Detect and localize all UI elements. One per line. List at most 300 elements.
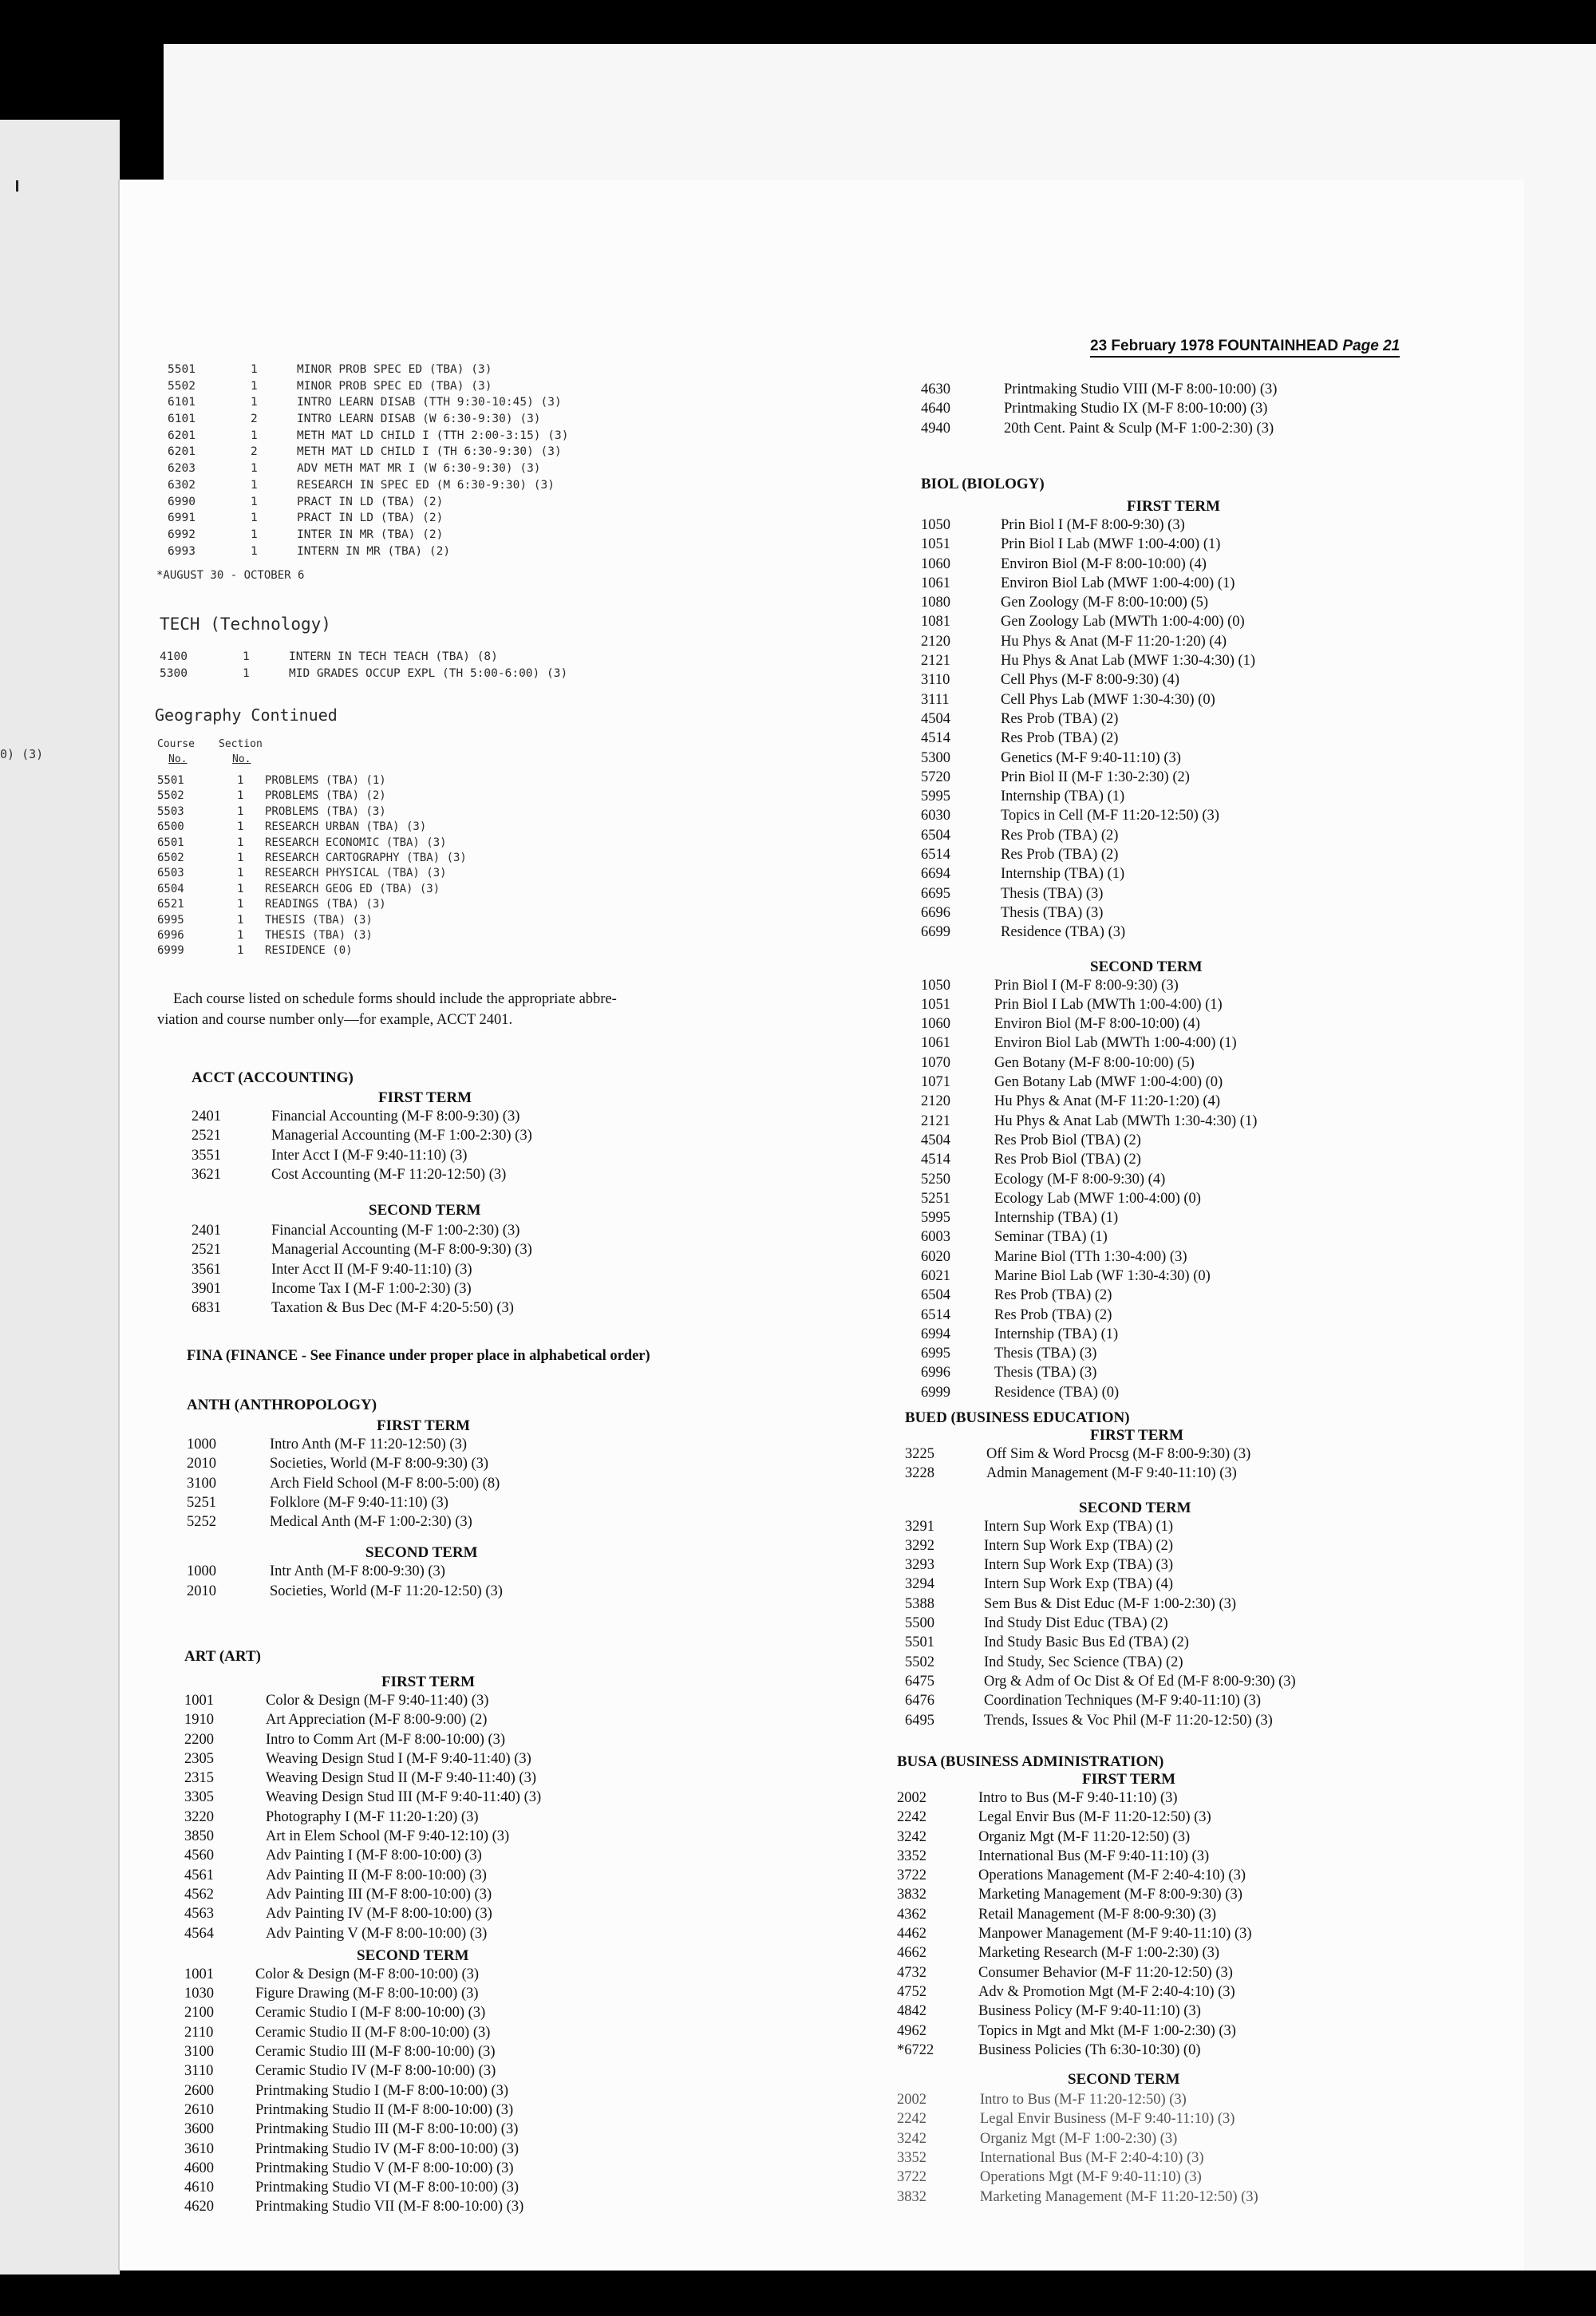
bued-title: BUED (BUSINESS EDUCATION) <box>905 1409 1130 1426</box>
course-row <box>192 1260 750 1279</box>
course-title: Income Tax I (M-F 1:00-2:30) (3) <box>271 1281 472 1298</box>
biol-first-term-label: FIRST TERM <box>1127 498 1221 515</box>
notice-line-1: Each course listed on schedule forms should include the appropriate abbre- <box>173 991 617 1007</box>
course-row <box>921 1189 1479 1208</box>
course-title: INTERN IN MR (TBA) (2) <box>297 544 451 558</box>
course-number: 6999 <box>157 944 184 958</box>
course-number: 5995 <box>921 788 950 805</box>
course-number: 4560 <box>184 1848 214 1864</box>
course-number: 6514 <box>921 1306 950 1323</box>
course-title: READINGS (TBA) (3) <box>265 898 386 911</box>
course-title: Res Prob (TBA) (2) <box>1001 847 1119 864</box>
course-row <box>168 510 726 527</box>
section-number: 1 <box>243 650 250 663</box>
busa-first-term-label: FIRST TERM <box>1082 1771 1176 1788</box>
course-title: Residence (TBA) (0) <box>994 1384 1120 1401</box>
course-row <box>897 1866 1503 1885</box>
course-row <box>921 1131 1479 1150</box>
course-row <box>921 787 1479 806</box>
course-number: 3293 <box>905 1557 934 1574</box>
course-row <box>184 1846 743 1865</box>
course-row <box>192 1146 750 1165</box>
course-number: 6502 <box>157 851 184 864</box>
course-title: Art in Elem School (M-F 9:40-12:10) (3) <box>266 1828 510 1845</box>
course-number: 2521 <box>192 1242 221 1259</box>
course-number: 6996 <box>921 1365 950 1381</box>
course-title: Cost Accounting (M-F 11:20-12:50) (3) <box>271 1166 507 1183</box>
course-number: 4462 <box>897 1926 926 1943</box>
course-title: Marine Biol (TTh 1:30-4:00) (3) <box>994 1248 1187 1265</box>
course-number: 5300 <box>160 666 188 680</box>
course-title: Intro to Bus (M-F 9:40-11:10) (3) <box>978 1790 1178 1806</box>
course-row <box>160 666 718 682</box>
tech-section-title: TECH (Technology) <box>160 615 331 634</box>
course-title: Managerial Accounting (M-F 8:00-9:30) (3) <box>271 1242 532 1259</box>
course-number: 6999 <box>921 1384 950 1401</box>
section-number: 1 <box>237 898 244 911</box>
busa-second-term-label: SECOND TERM <box>1068 2071 1180 2089</box>
course-title: Inter Acct II (M-F 9:40-11:10) (3) <box>271 1261 472 1278</box>
course-row <box>921 593 1479 612</box>
course-title: Marine Biol Lab (WF 1:30-4:30) (0) <box>994 1267 1211 1284</box>
course-row <box>921 1053 1479 1073</box>
course-title: Photography I (M-F 11:20-1:20) (3) <box>266 1808 479 1825</box>
course-title: MID GRADES OCCUP EXPL (TH 5:00-6:00) (3) <box>289 666 568 680</box>
course-title: Managerial Accounting (M-F 1:00-2:30) (3) <box>271 1128 532 1144</box>
course-row <box>921 1034 1479 1053</box>
course-row <box>921 419 1479 438</box>
course-title: Cell Phys (M-F 8:00-9:30) (4) <box>1001 672 1180 689</box>
busa-title: BUSA (BUSINESS ADMINISTRATION) <box>897 1753 1164 1770</box>
course-row <box>168 460 726 477</box>
course-number: 2401 <box>192 1223 221 1239</box>
course-title: Arch Field School (M-F 8:00-5:00) (8) <box>270 1475 500 1492</box>
course-title: Environ Biol Lab (MWTh 1:00-4:00) (1) <box>994 1035 1237 1052</box>
course-number: 5251 <box>921 1190 950 1207</box>
course-title: MINOR PROB SPEC ED (TBA) (3) <box>297 363 492 376</box>
course-number: 4600 <box>184 2160 214 2176</box>
acct-second-list <box>192 1221 750 1318</box>
course-title: INTRO LEARN DISAB (TTH 9:30-10:45) (3) <box>297 396 562 409</box>
course-number: 3242 <box>897 1828 926 1845</box>
course-number: 3832 <box>897 1887 926 1903</box>
course-row <box>157 820 716 835</box>
acct-first-term-label: FIRST TERM <box>378 1089 472 1106</box>
course-number: 6991 <box>168 512 196 525</box>
left-page-mark <box>16 180 18 192</box>
course-number: 5501 <box>168 363 196 376</box>
course-row <box>184 1769 743 1788</box>
geography-title: Geography Continued <box>155 705 338 725</box>
course-title: INTERN IN TECH TEACH (TBA) (8) <box>289 650 498 663</box>
course-title: Ceramic Studio IV (M-F 8:00-10:00) (3) <box>255 2063 496 2080</box>
course-row <box>168 444 726 460</box>
course-number: 6696 <box>921 904 950 921</box>
course-title: Retail Management (M-F 8:00-9:30) (3) <box>978 1906 1216 1923</box>
course-row <box>157 913 716 928</box>
course-number: 1051 <box>921 996 950 1013</box>
course-title: Art Appreciation (M-F 8:00-9:00) (2) <box>266 1712 488 1729</box>
course-row <box>187 1512 745 1531</box>
course-title: Gen Botany (M-F 8:00-10:00) (5) <box>994 1054 1195 1071</box>
course-row <box>897 2022 1503 2041</box>
course-number: 3110 <box>184 2063 214 2080</box>
course-number: 2100 <box>184 2005 214 2022</box>
course-title: Color & Design (M-F 9:40-11:40) (3) <box>266 1693 489 1709</box>
course-row <box>905 1711 1511 1730</box>
course-title: Genetics (M-F 9:40-11:10) (3) <box>1001 749 1181 766</box>
course-title: Internship (TBA) (1) <box>994 1210 1119 1227</box>
course-title: Operations Mgt (M-F 9:40-11:10) (3) <box>980 2169 1202 2186</box>
bued-second-term-label: SECOND TERM <box>1079 1499 1191 1516</box>
course-number: 1030 <box>184 1986 214 2002</box>
section-number: 1 <box>251 528 258 541</box>
course-row <box>184 2042 743 2061</box>
course-title: Internship (TBA) (1) <box>1001 866 1125 883</box>
course-title: Ind Study Dist Educ (TBA) (2) <box>984 1615 1168 1632</box>
course-title: Printmaking Studio VII (M-F 8:00-10:00) (3) <box>255 2199 524 2215</box>
course-row <box>184 2101 743 2120</box>
course-title: Adv Painting IV (M-F 8:00-10:00) (3) <box>266 1906 492 1923</box>
course-number: 4842 <box>897 2003 926 2020</box>
course-title: Adv Painting III (M-F 8:00-10:00) (3) <box>266 1886 492 1903</box>
art-section <box>184 1648 743 2217</box>
course-number: 6030 <box>921 808 950 824</box>
course-row <box>921 1247 1479 1267</box>
bued-first-list <box>905 1445 1511 1484</box>
course-row <box>921 1208 1479 1227</box>
course-number: 1070 <box>921 1054 950 1071</box>
course-title: Res Prob Biol (TBA) (2) <box>994 1132 1141 1148</box>
section-number: 1 <box>237 882 244 895</box>
course-number: 1050 <box>921 517 950 533</box>
course-number: 6504 <box>921 827 950 844</box>
course-title: Topics in Cell (M-F 11:20-12:50) (3) <box>1001 808 1219 824</box>
anth-section <box>187 1397 745 1601</box>
course-title: Printmaking Studio VIII (M-F 8:00-10:00) (3) <box>1004 381 1278 397</box>
course-row <box>184 1866 743 1885</box>
course-row <box>921 976 1479 995</box>
course-row <box>921 1170 1479 1189</box>
course-title: Printmaking Studio IX (M-F 8:00-10:00) (3) <box>1004 401 1268 417</box>
course-title: Seminar (TBA) (1) <box>994 1229 1108 1246</box>
course-number: 6201 <box>168 445 196 459</box>
course-row <box>184 1808 743 1827</box>
geo-col-course: Course <box>157 738 195 750</box>
course-number: 2305 <box>184 1750 214 1767</box>
course-number: 5501 <box>905 1634 934 1651</box>
course-number: 6020 <box>921 1248 950 1265</box>
course-number: 2610 <box>184 2101 214 2118</box>
course-number: 6504 <box>157 882 184 895</box>
course-number: 1080 <box>921 595 950 611</box>
course-number: 3110 <box>921 672 950 689</box>
course-number: 3551 <box>192 1147 221 1164</box>
course-title: Marketing Management (M-F 8:00-9:30) (3) <box>978 1887 1242 1903</box>
course-row <box>157 773 716 788</box>
course-number: 4561 <box>184 1867 214 1883</box>
course-number: 4962 <box>897 2022 926 2039</box>
course-title: Off Sim & Word Procsg (M-F 8:00-9:30) (3) <box>986 1446 1251 1462</box>
section-number: 1 <box>251 544 258 558</box>
course-number: 2110 <box>184 2024 214 2041</box>
section-number: 1 <box>237 944 244 958</box>
course-title: Printmaking Studio III (M-F 8:00-10:00) (3) <box>255 2121 519 2138</box>
course-row <box>184 2003 743 2022</box>
header-paper: FOUNTAINHEAD <box>1218 338 1339 354</box>
course-row <box>187 1582 745 1601</box>
course-number: 1081 <box>921 614 950 630</box>
course-number: 2242 <box>897 1809 926 1826</box>
course-number: 3305 <box>184 1789 214 1806</box>
course-row <box>897 1943 1503 1962</box>
course-title: Marketing Research (M-F 1:00-2:30) (3) <box>978 1945 1220 1962</box>
course-title: RESEARCH IN SPEC ED (M 6:30-9:30) (3) <box>297 478 555 492</box>
course-title: Res Prob (TBA) (2) <box>1001 827 1119 844</box>
course-number: 6514 <box>921 847 950 864</box>
course-title: Hu Phys & Anat (M-F 11:20-1:20) (4) <box>994 1093 1220 1110</box>
anth-title: ANTH (ANTHROPOLOGY) <box>187 1397 377 1413</box>
course-number: 5503 <box>157 804 184 818</box>
course-row <box>921 903 1479 923</box>
course-number: 4610 <box>184 2180 214 2196</box>
course-row <box>921 1267 1479 1286</box>
course-title: Prin Biol II (M-F 1:30-2:30) (2) <box>1001 769 1190 785</box>
course-row <box>897 1808 1503 1827</box>
course-number: 5501 <box>157 774 184 787</box>
course-row <box>897 2090 1503 2109</box>
page-header <box>1090 338 1400 358</box>
course-number: 6003 <box>921 1229 950 1246</box>
course-number: 4563 <box>184 1906 214 1923</box>
course-number: 2120 <box>921 633 950 650</box>
course-row <box>168 543 726 560</box>
course-number: 4100 <box>160 650 188 663</box>
course-title: PRACT IN LD (TBA) (2) <box>297 512 444 525</box>
course-number: 6996 <box>157 928 184 942</box>
course-row <box>897 1828 1503 1847</box>
course-title: Prin Biol I Lab (MWTh 1:00-4:00) (1) <box>994 996 1223 1013</box>
course-row <box>168 411 726 428</box>
course-row <box>921 1014 1479 1034</box>
course-title: Financial Accounting (M-F 8:00-9:30) (3) <box>271 1109 520 1124</box>
course-number: 1060 <box>921 1016 950 1033</box>
course-row <box>921 1383 1479 1402</box>
course-number: 1061 <box>921 1035 950 1052</box>
course-number: 6201 <box>168 429 196 442</box>
course-row <box>184 2061 743 2081</box>
course-number: 1051 <box>921 536 950 553</box>
course-title: Sem Bus & Dist Educ (M-F 1:00-2:30) (3) <box>984 1595 1237 1612</box>
course-title: Ceramic Studio III (M-F 8:00-10:00) (3) <box>255 2044 496 2061</box>
course-title: Adv Painting I (M-F 8:00-10:00) (3) <box>266 1848 482 1864</box>
course-title: Organiz Mgt (M-F 11:20-12:50) (3) <box>978 1828 1191 1845</box>
schedule-notice <box>157 989 617 1030</box>
course-number: 3111 <box>921 691 950 708</box>
course-row <box>184 1904 743 1923</box>
course-number: 1061 <box>921 575 950 591</box>
art-continued-list <box>921 380 1479 438</box>
course-number: 1071 <box>921 1074 950 1091</box>
course-number: 3294 <box>905 1576 934 1593</box>
course-row <box>184 1710 743 1729</box>
course-number: 2120 <box>921 1093 950 1110</box>
course-number: 4564 <box>184 1925 214 1942</box>
course-title: Hu Phys & Anat (M-F 11:20-1:20) (4) <box>1001 633 1227 650</box>
course-number: *6722 <box>897 2041 934 2058</box>
course-title: Business Policies (Th 6:30-10:30) (0) <box>978 2041 1201 2058</box>
course-number: 1001 <box>184 1966 214 1982</box>
course-title: Intern Sup Work Exp (TBA) (1) <box>984 1518 1174 1535</box>
header-page: Page 21 <box>1342 338 1400 354</box>
course-number: 3621 <box>192 1166 221 1183</box>
section-number: 1 <box>251 379 258 393</box>
course-row <box>921 729 1479 748</box>
biol-second-term-label: SECOND TERM <box>1090 958 1203 975</box>
course-title: Org & Adm of Oc Dist & Of Ed (M-F 8:00-9:30) (3) <box>984 1673 1296 1690</box>
biol-first-list <box>921 516 1479 943</box>
course-title: THESIS (TBA) (3) <box>265 928 373 942</box>
course-title: Cell Phys Lab (MWF 1:30-4:30) (0) <box>1001 691 1215 708</box>
course-title: PROBLEMS (TBA) (2) <box>265 789 386 803</box>
course-row <box>187 1454 745 1473</box>
course-row <box>921 535 1479 554</box>
course-row <box>897 1963 1503 1982</box>
course-title: Printmaking Studio V (M-F 8:00-10:00) (3) <box>255 2160 514 2176</box>
course-number: 6504 <box>921 1287 950 1304</box>
course-number: 5251 <box>187 1494 216 1511</box>
art-title: ART (ART) <box>184 1648 261 1665</box>
course-row <box>187 1435 745 1454</box>
course-title: RESIDENCE (0) <box>265 944 353 958</box>
course-number: 3352 <box>897 1848 926 1864</box>
course-title: Legal Envir Business (M-F 9:40-11:10) (3) <box>980 2111 1235 2128</box>
section-number: 1 <box>251 396 258 409</box>
course-title: RESEARCH PHYSICAL (TBA) (3) <box>265 867 447 880</box>
course-title: Prin Biol I (M-F 8:00-9:30) (3) <box>994 977 1179 994</box>
course-row <box>184 2159 743 2178</box>
course-row <box>157 851 716 866</box>
course-row <box>184 2081 743 2101</box>
course-number: 2521 <box>192 1128 221 1144</box>
course-row <box>157 897 716 912</box>
course-title: RESEARCH GEOG ED (TBA) (3) <box>265 882 440 895</box>
busa-first-list <box>897 1788 1503 2060</box>
course-number: 2600 <box>184 2082 214 2099</box>
course-row <box>921 1344 1479 1363</box>
section-number: 1 <box>251 363 258 376</box>
course-title: Societies, World (M-F 11:20-12:50) (3) <box>270 1583 503 1599</box>
course-number: 6990 <box>168 495 196 508</box>
course-number: 4630 <box>921 381 950 397</box>
course-title: Res Prob (TBA) (2) <box>994 1287 1112 1304</box>
course-number: 6995 <box>157 913 184 927</box>
left-page-edge <box>0 120 120 2275</box>
course-row <box>168 527 726 543</box>
course-title: ADV METH MAT MR I (W 6:30-9:30) (3) <box>297 462 541 476</box>
course-row <box>192 1126 750 1145</box>
course-title: MINOR PROB SPEC ED (TBA) (3) <box>297 379 492 393</box>
course-title: Ind Study Basic Bus Ed (TBA) (2) <box>984 1634 1189 1651</box>
course-title: Marketing Management (M-F 11:20-12:50) (3) <box>980 2188 1258 2205</box>
course-title: Hu Phys & Anat Lab (MWF 1:30-4:30) (1) <box>1001 653 1256 670</box>
course-title: Intro to Bus (M-F 11:20-12:50) (3) <box>980 2092 1187 2109</box>
course-title: Societies, World (M-F 8:00-9:30) (3) <box>270 1456 489 1472</box>
course-number: 5388 <box>905 1595 934 1612</box>
course-number: 4732 <box>897 1964 926 1981</box>
course-row <box>897 2168 1503 2187</box>
course-title: Topics in Mgt and Mkt (M-F 1:00-2:30) (3) <box>978 2022 1236 2039</box>
course-title: Operations Management (M-F 2:40-4:10) (3) <box>978 1867 1246 1884</box>
course-number: 3600 <box>184 2121 214 2138</box>
course-title: Weaving Design Stud III (M-F 9:40-11:40) (3) <box>266 1789 542 1806</box>
course-row <box>905 1653 1511 1672</box>
course-title: Consumer Behavior (M-F 11:20-12:50) (3) <box>978 1964 1233 1981</box>
course-title: Legal Envir Bus (M-F 11:20-12:50) (3) <box>978 1809 1211 1826</box>
course-row <box>921 749 1479 768</box>
course-title: 20th Cent. Paint & Sculp (M-F 1:00-2:30) (3) <box>1004 420 1274 437</box>
acct-second-term-label: SECOND TERM <box>369 1202 481 1219</box>
course-number: 2002 <box>897 1790 926 1806</box>
course-row <box>157 943 716 958</box>
section-number: 1 <box>237 867 244 880</box>
course-number: 4752 <box>897 1983 926 2000</box>
course-row <box>897 1905 1503 1924</box>
bued-section <box>905 1409 1511 1730</box>
course-title: Weaving Design Stud II (M-F 9:40-11:40) (3) <box>266 1770 536 1787</box>
course-title: Medical Anth (M-F 1:00-2:30) (3) <box>270 1514 472 1531</box>
course-number: 3242 <box>897 2130 926 2147</box>
course-row <box>192 1165 750 1184</box>
course-title: Coordination Techniques (M-F 9:40-11:10) (3) <box>984 1693 1262 1709</box>
course-row <box>184 2197 743 2216</box>
notice-line-2: viation and course number only—for example, ACCT 2401. <box>157 1012 513 1028</box>
anth-second-list <box>187 1562 745 1601</box>
course-row <box>921 380 1479 399</box>
course-row <box>921 690 1479 709</box>
course-title: RESEARCH URBAN (TBA) (3) <box>265 820 427 834</box>
section-number: 2 <box>251 445 258 459</box>
acct-section <box>192 1069 750 1318</box>
course-row <box>921 709 1479 729</box>
course-title: Intr Anth (M-F 8:00-9:30) (3) <box>270 1563 445 1580</box>
course-row <box>897 2041 1503 2060</box>
course-row <box>187 1562 745 1581</box>
course-title: INTRO LEARN DISAB (W 6:30-9:30) (3) <box>297 413 541 426</box>
course-number: 2315 <box>184 1770 214 1787</box>
course-number: 6476 <box>905 1693 934 1709</box>
course-row <box>921 806 1479 825</box>
course-title: Environ Biol (M-F 8:00-10:00) (4) <box>1001 555 1207 572</box>
course-title: Adv Painting V (M-F 8:00-10:00) (3) <box>266 1925 488 1942</box>
course-row <box>157 788 716 804</box>
course-title: Thesis (TBA) (3) <box>1001 904 1104 921</box>
course-row <box>897 2109 1503 2128</box>
course-row <box>905 1464 1511 1483</box>
course-row <box>184 1730 743 1749</box>
course-number: 6695 <box>921 885 950 902</box>
course-title: Thesis (TBA) (3) <box>1001 885 1104 902</box>
course-row <box>157 882 716 897</box>
course-number: 5995 <box>921 1210 950 1227</box>
course-title: Thesis (TBA) (3) <box>994 1346 1097 1362</box>
section-number: 1 <box>251 429 258 442</box>
course-number: 6521 <box>157 898 184 911</box>
course-number: 3100 <box>187 1475 216 1492</box>
course-title: Adv Painting II (M-F 8:00-10:00) (3) <box>266 1867 487 1883</box>
geography-list <box>157 773 716 959</box>
course-title: Residence (TBA) (3) <box>1001 924 1126 941</box>
